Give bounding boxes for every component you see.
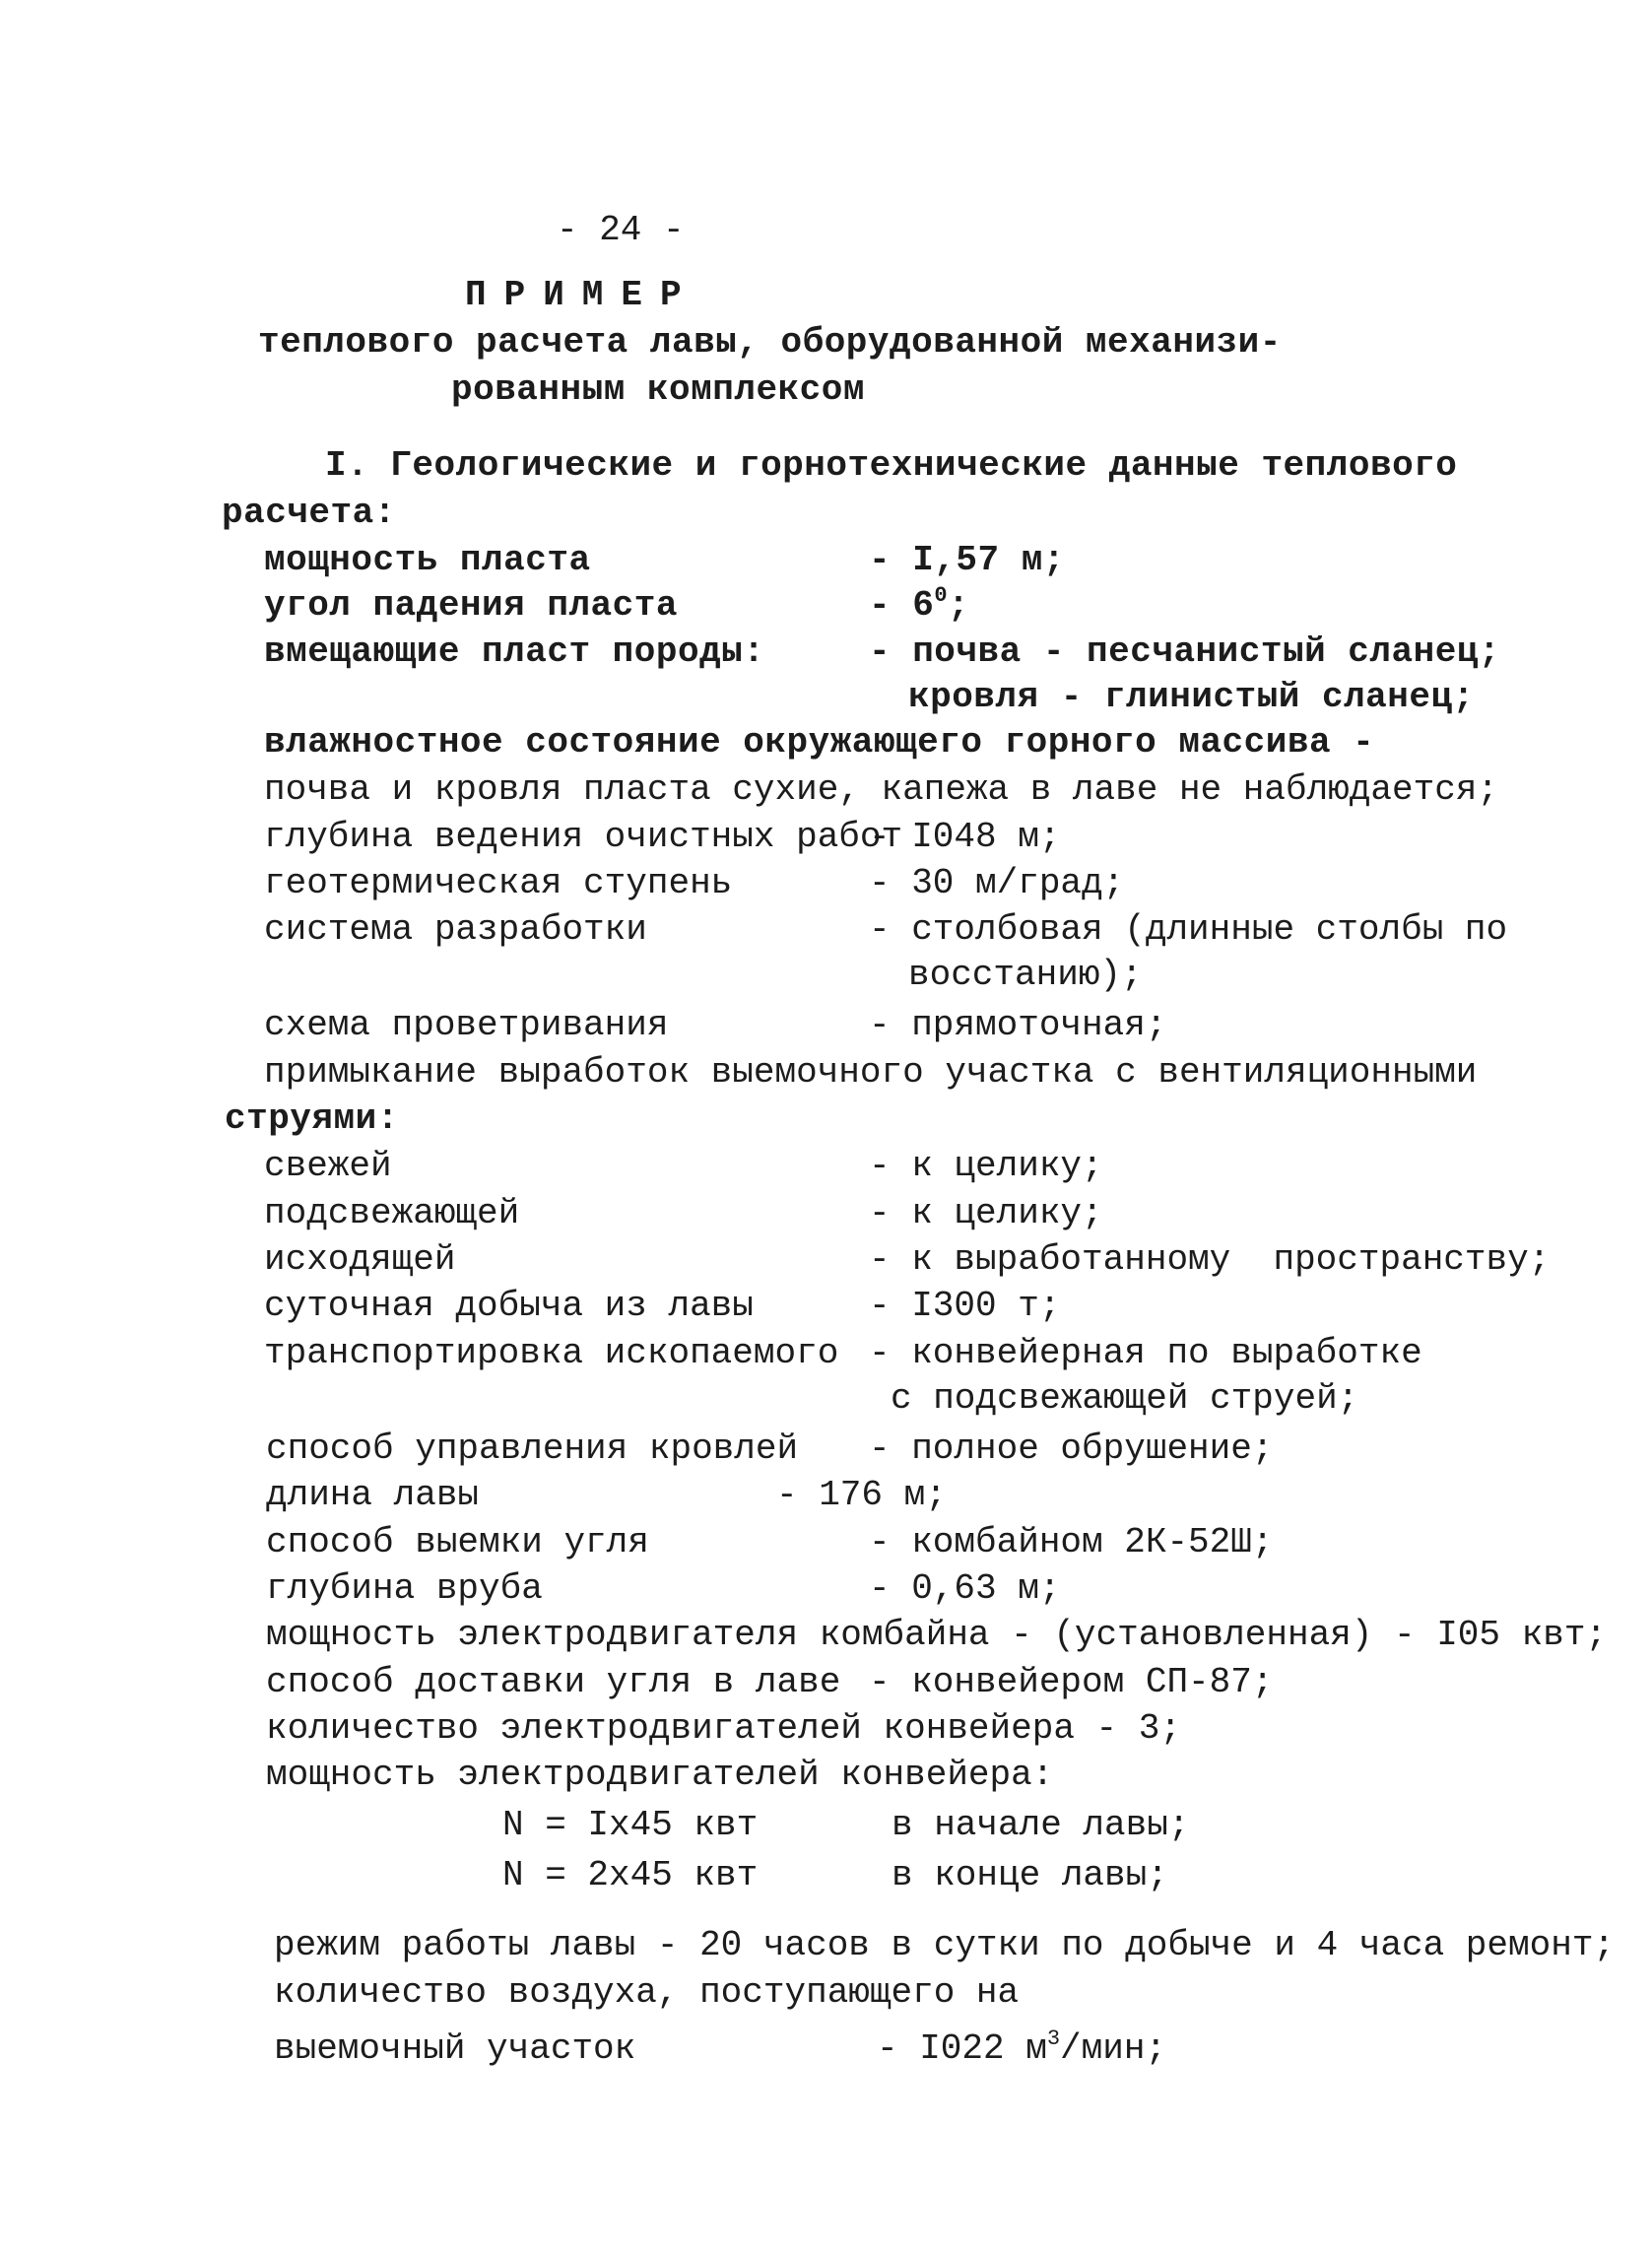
section-heading: I. Геологические и горнотехнические данные теплового [325,445,1458,486]
row-label: свежей [264,1146,392,1186]
row-label: способ управления кровлей [266,1428,799,1469]
row-value: - к целику; [869,1193,1103,1233]
row-value-cont: с подсвежающей струей; [891,1378,1359,1419]
paragraph-line: мощность электродвигателей конвейера: [266,1755,1054,1795]
row-label: схема проветривания [264,1005,669,1045]
row-value: - столбовая (длинные столбы по [869,909,1508,950]
row-value: - 0,63 м; [869,1568,1061,1609]
title-line-1: теплового расчета лавы, оборудованной механизи- [258,322,1282,363]
paragraph-line: количество воздуха, поступающего на [274,1972,1020,2013]
section-heading-cont: расчета: [222,493,396,533]
page-number: - 24 - [557,210,685,250]
row-value: - I300 т; [869,1286,1061,1326]
paragraph-line: количество электродвигателей конвейера - 3; [266,1708,1181,1749]
row-value: - I022 $м^3$/мин; [877,2026,1167,2069]
formula: N = Iх45 квт [502,1805,759,1845]
row-value: - 30 м/град; [869,863,1125,903]
row-label: транспортировка ископаемого [264,1333,839,1373]
row-label: глубина ведения очистных работ [264,817,903,857]
paragraph-line: режим работы лавы - 20 часов в сутки по добыче и 4 часа ремонт; [274,1925,1616,1965]
paragraph-line: почва и кровля пласта сухие, капежа в лаве не наблюдается; [264,769,1499,810]
row-label: система разработки [264,909,647,950]
row-value: - $6^0$; [869,583,970,626]
title-line-2: рованным комплексом [451,369,865,410]
row-value: - комбайном 2К-52Ш; [869,1522,1274,1562]
row-value-cont: кровля - глинистый сланец; [908,677,1475,717]
row-value: - конвейером СП-87; [869,1662,1274,1702]
row-label: способ доставки угля в лаве [266,1662,841,1702]
row-label: способ выемки угля [266,1522,649,1562]
paragraph-line-cont: струями: [225,1098,399,1139]
row-value: - к целику; [869,1146,1103,1186]
row-value: - к выработанному пространству; [869,1239,1551,1280]
formula-note: в конце лавы; [892,1855,1168,1895]
paragraph-line: мощность электродвигателя комбайна - (установленная) - I05 квт; [266,1615,1608,1655]
row-label: вмещающие пласт породы: [264,631,765,672]
row-label: мощность пласта [264,540,591,580]
row-label: геотермическая ступень [264,863,733,903]
row-value: - 176 м; [776,1475,947,1515]
row-value: - I,57 м; [869,540,1065,580]
row-label: исходящей [264,1239,456,1280]
row-value: - конвейерная по выработке [869,1333,1422,1373]
row-label: суточная добыча из лавы [264,1286,754,1326]
formula-note: в начале лавы; [892,1805,1190,1845]
paragraph-line: влажностное состояние окружающего горного массива - [264,722,1375,763]
paragraph-line: примыкание выработок выемочного участка с вентиляционными [264,1052,1478,1093]
row-label: угол падения пласта [264,585,678,626]
row-value: - I048 м; [869,817,1061,857]
row-value: - почва - песчанистый сланец; [869,631,1501,672]
row-label: выемочный участок [274,2028,636,2069]
row-value: - прямоточная; [869,1005,1167,1045]
title-word: ПРИМЕР [465,275,699,315]
row-label: длина лавы [266,1475,480,1515]
row-value: - полное обрушение; [869,1428,1274,1469]
row-label: глубина вруба [266,1568,543,1609]
formula: N = 2х45 квт [502,1855,759,1895]
row-label: подсвежающей [264,1193,520,1233]
row-value-cont: восстанию); [908,955,1143,995]
